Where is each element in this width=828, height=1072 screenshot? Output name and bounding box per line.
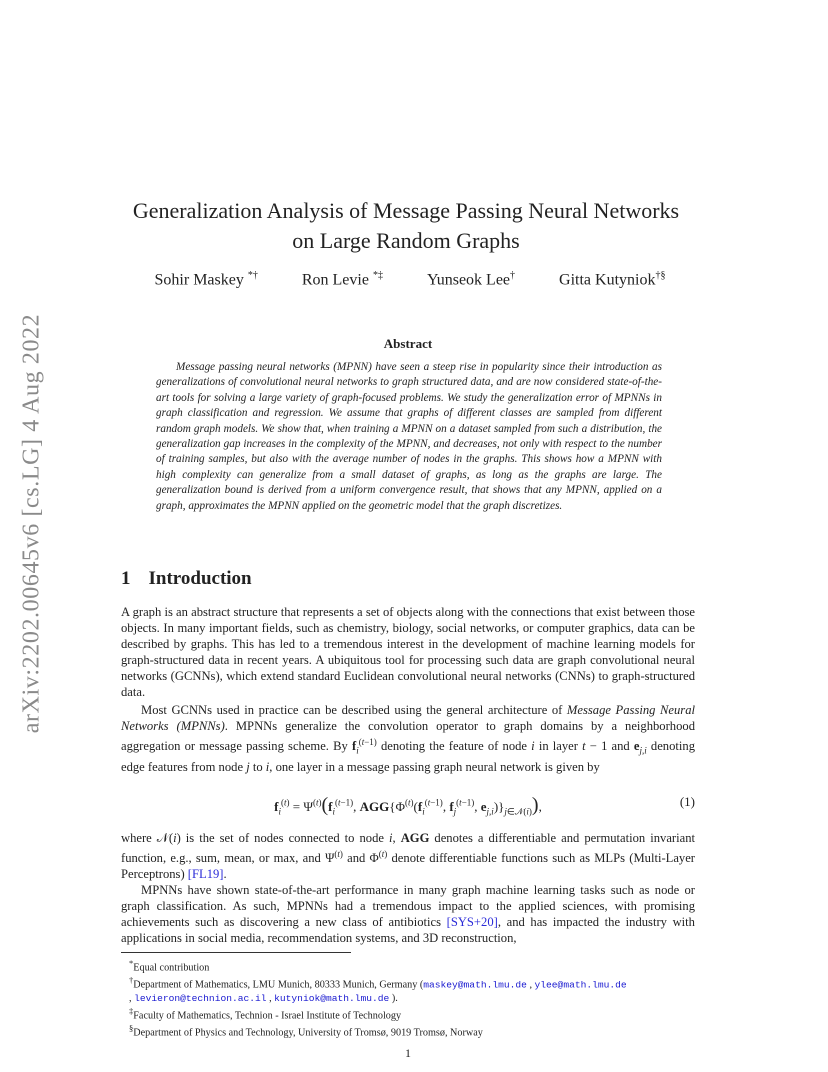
author (559, 270, 665, 289)
citation-link[interactable]: [SYS+20] (446, 915, 498, 929)
emphasis: Message Passing Neural Networks (MPNNs) (121, 703, 696, 733)
equation-number: (1) (679, 794, 695, 809)
author-name: Ron Levie (301, 271, 369, 289)
author (155, 270, 258, 289)
author-marks: †§ (655, 270, 666, 281)
abstract-text: Message passing neural networks (MPNN) have seen a steep rise in popularity since their introduction as generalizations of convolutional neural networks to graph structured data, and are now considered state-of-the-art tools for solving a large variety of graph-focused problems. We study the generalization error of MPNNs in graph classification and regression. We assume that graphs of different classes are sampled from different random graph models. We show that, when training a MPNN on a dataset sampled from such a distribution, the generalization gap increases in the complexity of the MPNN, and decreases, not only with respect to the number of training samples, but also with the average number of nodes in the graphs. This shows how a MPNN with high complexity can generalize from a small dataset of graphs, as long as the graphs are large. The generalization bound is derived from a uniform convergence result, that shows that any MPNN, applied on a graph, approximates the MPNN applied on the geometric model that the graph discretizes. (156, 361, 662, 512)
paper-title (100, 196, 712, 256)
email-link[interactable]: levieron@technion.ac.il (134, 992, 267, 1004)
footnote: †Department of Mathematics, LMU Munich, 80333 Munich, Germany (maskey@math.lmu.de , ylee@math.lmu.de , levieron@technion.ac.il , kutyniok@math.lmu.de ). (129, 975, 627, 1004)
footnotes (121, 957, 701, 1040)
email-link[interactable]: maskey@math.lmu.de (423, 979, 527, 991)
footnote: *Equal contribution (129, 958, 210, 974)
author-marks: † (510, 270, 516, 281)
author-name: Yunseok Lee (426, 271, 511, 289)
author-marks: *‡ (372, 270, 383, 281)
footnote: ‡Faculty of Mathematics, Technion - Israel Institute of Technology (129, 1005, 402, 1022)
section-title: Introduction (148, 568, 252, 589)
paragraph: where 𝒩(i) is the set of nodes connected to node i, AGG denotes a differentiable and permutation invariant function, e.g., sum, mean, or max, and $\Psi^{(t)}$ and $\Phi^{(t)}$ denote differentiable functions such as MLPs (Multi-Layer Perceptrons) [FL19]. (121, 831, 695, 882)
paragraph: MPNNs have shown state-of-the-art performance in many graph machine learning tasks such as node or graph classification. As such, MPNNs had a tremendous impact to the applied sciences, with promising achievements such as discovering a new class of antibiotics [SYS+20], and has impacted the industry with applications in social media, recommendation systems, and 3D reconstruction, (121, 883, 695, 945)
email-link[interactable]: ylee@math.lmu.de (534, 979, 627, 991)
arxiv-id-text: arXiv:2202.00645v6 [cs.LG] 4 Aug 2022 (18, 313, 45, 733)
paragraph: A graph is an abstract structure that represents a set of objects along with the connections that exist between those objects. In many important fields, such as chemistry, biology, social networks, or computer graphics, data can be described by graphs. This has led to a tremendous interest in the development of machine learning models for graph-structured data in recent years. A ubiquitous tool for processing such data are graph convolutional neural networks (GCNNs), which extend standard Euclidean convolutional neural networks (CNNs) to graph-structured data. (121, 605, 695, 699)
author-name: Sohir Maskey (154, 271, 244, 289)
citation-link[interactable]: [FL19] (187, 867, 224, 882)
title-line-2: on Large Random Graphs (292, 228, 520, 253)
author-marks: *† (247, 270, 258, 281)
arxiv-identifier (12, 288, 52, 758)
section-number: 1 (121, 568, 131, 589)
equation-1 (121, 794, 695, 818)
author-list (120, 270, 700, 289)
section-heading (121, 568, 252, 590)
footnote: §Department of Physics and Technology, University of Tromsø, 9019 Tromsø, Norway (129, 1023, 483, 1039)
title-line-1: Generalization Analysis of Message Passing Neural Networks (132, 198, 680, 223)
footnote-divider (121, 952, 351, 953)
paragraph: Most GCNNs used in practice can be described using the general architecture of Message Passing Neural Networks (MPNNs). MPNNs generalize the convolution operator to graph domains by a neighborhood aggregation or message passing scheme. By $f_i^{(t-1)}$ denoting the feature of node i in layer t − 1 and $e_{j,i}$ denoting edge features from node j to i, one layer in a message passing graph neural network is given by (121, 703, 696, 774)
author (302, 270, 383, 289)
email-link[interactable]: kutyniok@math.lmu.de (274, 992, 390, 1004)
author (427, 270, 515, 289)
author-name: Gitta Kutyniok (559, 271, 656, 289)
abstract-heading: Abstract (383, 336, 433, 351)
equation-body: $f_i^{(t)} = \Psi^{(t)}(f_i^{(t-1)}$, $AGG\{\Phi^{(t)}(f_i^{(t-1)}$, $f_j^{(t-1)}$, $e_{j,i})\}_{j\in 𝒩(i)}$), (274, 794, 542, 817)
page-number: 1 (405, 1046, 411, 1060)
